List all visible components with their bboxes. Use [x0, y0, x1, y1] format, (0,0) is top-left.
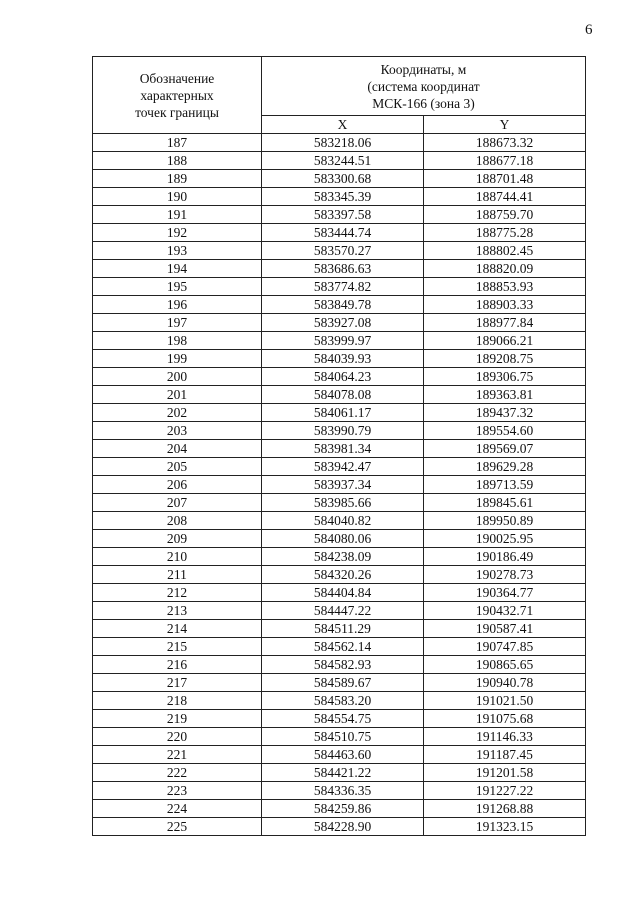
- x-coordinate-cell: 584064.23: [262, 368, 424, 386]
- table-row: [93, 368, 586, 386]
- x-coordinate-cell: 584447.22: [262, 602, 424, 620]
- y-coordinate-cell: 188701.48: [424, 170, 586, 188]
- x-coordinate-cell: 583990.79: [262, 422, 424, 440]
- point-id-cell: 187: [93, 134, 262, 152]
- x-coordinate-cell: 584562.14: [262, 638, 424, 656]
- x-coordinate-cell: 584039.93: [262, 350, 424, 368]
- point-id-cell: 199: [93, 350, 262, 368]
- table-row: [93, 764, 586, 782]
- y-coordinate-cell: 191021.50: [424, 692, 586, 710]
- header-x: X: [262, 116, 424, 134]
- y-coordinate-cell: 190186.49: [424, 548, 586, 566]
- y-coordinate-cell: 190865.65: [424, 656, 586, 674]
- x-coordinate-cell: 583218.06: [262, 134, 424, 152]
- y-coordinate-cell: 189306.75: [424, 368, 586, 386]
- table-row: [93, 422, 586, 440]
- y-coordinate-cell: 190025.95: [424, 530, 586, 548]
- x-coordinate-cell: 584421.22: [262, 764, 424, 782]
- x-coordinate-cell: 583999.97: [262, 332, 424, 350]
- x-coordinate-cell: 583774.82: [262, 278, 424, 296]
- x-coordinate-cell: 584238.09: [262, 548, 424, 566]
- coordinates-table: [92, 56, 586, 836]
- table-row: [93, 494, 586, 512]
- point-id-cell: 224: [93, 800, 262, 818]
- y-coordinate-cell: 191201.58: [424, 764, 586, 782]
- x-coordinate-cell: 583927.08: [262, 314, 424, 332]
- x-coordinate-cell: 583849.78: [262, 296, 424, 314]
- header-y: Y: [424, 116, 586, 134]
- y-coordinate-cell: 191146.33: [424, 728, 586, 746]
- table-row: [93, 620, 586, 638]
- x-coordinate-cell: 583300.68: [262, 170, 424, 188]
- x-coordinate-cell: 584583.20: [262, 692, 424, 710]
- table-row: [93, 314, 586, 332]
- table-row: [93, 260, 586, 278]
- table-row: [93, 278, 586, 296]
- table-row: [93, 440, 586, 458]
- y-coordinate-cell: 190747.85: [424, 638, 586, 656]
- table-row: [93, 782, 586, 800]
- table-row: [93, 710, 586, 728]
- y-coordinate-cell: 188775.28: [424, 224, 586, 242]
- y-coordinate-cell: 188759.70: [424, 206, 586, 224]
- table-row: [93, 170, 586, 188]
- x-coordinate-cell: 584228.90: [262, 818, 424, 836]
- y-coordinate-cell: 189713.59: [424, 476, 586, 494]
- y-coordinate-cell: 190364.77: [424, 584, 586, 602]
- x-coordinate-cell: 584404.84: [262, 584, 424, 602]
- point-id-cell: 218: [93, 692, 262, 710]
- x-coordinate-cell: 584061.17: [262, 404, 424, 422]
- y-coordinate-cell: 189845.61: [424, 494, 586, 512]
- x-coordinate-cell: 584463.60: [262, 746, 424, 764]
- x-coordinate-cell: 584554.75: [262, 710, 424, 728]
- point-id-cell: 210: [93, 548, 262, 566]
- x-coordinate-cell: 583570.27: [262, 242, 424, 260]
- point-id-cell: 200: [93, 368, 262, 386]
- table-row: [93, 404, 586, 422]
- y-coordinate-cell: 188903.33: [424, 296, 586, 314]
- y-coordinate-cell: 190278.73: [424, 566, 586, 584]
- table-row: [93, 188, 586, 206]
- y-coordinate-cell: 189629.28: [424, 458, 586, 476]
- x-coordinate-cell: 583345.39: [262, 188, 424, 206]
- table-row: [93, 152, 586, 170]
- y-coordinate-cell: 190940.78: [424, 674, 586, 692]
- header-coords-text: Координаты, м (система координат МСК-166 (зона 3): [367, 61, 480, 111]
- y-coordinate-cell: 188802.45: [424, 242, 586, 260]
- y-coordinate-cell: 188820.09: [424, 260, 586, 278]
- table-row: [93, 458, 586, 476]
- point-id-cell: 206: [93, 476, 262, 494]
- table-row: [93, 332, 586, 350]
- point-id-cell: 219: [93, 710, 262, 728]
- header-point-designation: [93, 57, 262, 134]
- y-coordinate-cell: 189554.60: [424, 422, 586, 440]
- point-id-cell: 220: [93, 728, 262, 746]
- y-coordinate-cell: 191227.22: [424, 782, 586, 800]
- table-row: [93, 818, 586, 836]
- point-id-cell: 215: [93, 638, 262, 656]
- x-coordinate-cell: 583444.74: [262, 224, 424, 242]
- x-coordinate-cell: 584080.06: [262, 530, 424, 548]
- table-row: [93, 242, 586, 260]
- y-coordinate-cell: 189569.07: [424, 440, 586, 458]
- x-coordinate-cell: 584259.86: [262, 800, 424, 818]
- y-coordinate-cell: 188744.41: [424, 188, 586, 206]
- table-row: [93, 548, 586, 566]
- table-row: [93, 692, 586, 710]
- point-id-cell: 205: [93, 458, 262, 476]
- y-coordinate-cell: 188977.84: [424, 314, 586, 332]
- point-id-cell: 209: [93, 530, 262, 548]
- y-coordinate-cell: 191187.45: [424, 746, 586, 764]
- point-id-cell: 197: [93, 314, 262, 332]
- point-id-cell: 221: [93, 746, 262, 764]
- table-row: [93, 728, 586, 746]
- header-row: [93, 57, 586, 116]
- table-row: [93, 476, 586, 494]
- x-coordinate-cell: 583686.63: [262, 260, 424, 278]
- point-id-cell: 188: [93, 152, 262, 170]
- point-id-cell: 203: [93, 422, 262, 440]
- table-row: [93, 746, 586, 764]
- table-row: [93, 602, 586, 620]
- table-body: [93, 134, 586, 836]
- point-id-cell: 202: [93, 404, 262, 422]
- point-id-cell: 201: [93, 386, 262, 404]
- point-id-cell: 217: [93, 674, 262, 692]
- y-coordinate-cell: 189950.89: [424, 512, 586, 530]
- point-id-cell: 212: [93, 584, 262, 602]
- point-id-cell: 222: [93, 764, 262, 782]
- point-id-cell: 207: [93, 494, 262, 512]
- point-id-cell: 192: [93, 224, 262, 242]
- table-row: [93, 386, 586, 404]
- point-id-cell: 196: [93, 296, 262, 314]
- y-coordinate-cell: 188673.32: [424, 134, 586, 152]
- table-row: [93, 206, 586, 224]
- point-id-cell: 189: [93, 170, 262, 188]
- header-point-text: Обозначение характерных точек границы: [135, 70, 219, 120]
- y-coordinate-cell: 190432.71: [424, 602, 586, 620]
- y-coordinate-cell: 191075.68: [424, 710, 586, 728]
- x-coordinate-cell: 583244.51: [262, 152, 424, 170]
- table-row: [93, 566, 586, 584]
- point-id-cell: 216: [93, 656, 262, 674]
- point-id-cell: 198: [93, 332, 262, 350]
- point-id-cell: 194: [93, 260, 262, 278]
- table-row: [93, 530, 586, 548]
- point-id-cell: 214: [93, 620, 262, 638]
- point-id-cell: 225: [93, 818, 262, 836]
- point-id-cell: 211: [93, 566, 262, 584]
- x-coordinate-cell: 584589.67: [262, 674, 424, 692]
- point-id-cell: 191: [93, 206, 262, 224]
- point-id-cell: 208: [93, 512, 262, 530]
- table-row: [93, 584, 586, 602]
- x-coordinate-cell: 584582.93: [262, 656, 424, 674]
- y-coordinate-cell: 190587.41: [424, 620, 586, 638]
- x-coordinate-cell: 584336.35: [262, 782, 424, 800]
- y-coordinate-cell: 191323.15: [424, 818, 586, 836]
- point-id-cell: 195: [93, 278, 262, 296]
- y-coordinate-cell: 189363.81: [424, 386, 586, 404]
- table-row: [93, 674, 586, 692]
- header-coordinates: [262, 57, 586, 116]
- y-coordinate-cell: 191268.88: [424, 800, 586, 818]
- point-id-cell: 190: [93, 188, 262, 206]
- y-coordinate-cell: 189208.75: [424, 350, 586, 368]
- x-coordinate-cell: 583985.66: [262, 494, 424, 512]
- page-number: 6: [585, 22, 593, 38]
- y-coordinate-cell: 188853.93: [424, 278, 586, 296]
- y-coordinate-cell: 189437.32: [424, 404, 586, 422]
- point-id-cell: 193: [93, 242, 262, 260]
- table-row: [93, 134, 586, 152]
- x-coordinate-cell: 584510.75: [262, 728, 424, 746]
- point-id-cell: 223: [93, 782, 262, 800]
- x-coordinate-cell: 583397.58: [262, 206, 424, 224]
- x-coordinate-cell: 584320.26: [262, 566, 424, 584]
- table-row: [93, 656, 586, 674]
- x-coordinate-cell: 583981.34: [262, 440, 424, 458]
- table-row: [93, 800, 586, 818]
- x-coordinate-cell: 583937.34: [262, 476, 424, 494]
- x-coordinate-cell: 583942.47: [262, 458, 424, 476]
- table-row: [93, 638, 586, 656]
- table-row: [93, 350, 586, 368]
- y-coordinate-cell: 189066.21: [424, 332, 586, 350]
- y-coordinate-cell: 188677.18: [424, 152, 586, 170]
- x-coordinate-cell: 584078.08: [262, 386, 424, 404]
- x-coordinate-cell: 584040.82: [262, 512, 424, 530]
- table-row: [93, 512, 586, 530]
- point-id-cell: 204: [93, 440, 262, 458]
- x-coordinate-cell: 584511.29: [262, 620, 424, 638]
- table-row: [93, 296, 586, 314]
- point-id-cell: 213: [93, 602, 262, 620]
- table-row: [93, 224, 586, 242]
